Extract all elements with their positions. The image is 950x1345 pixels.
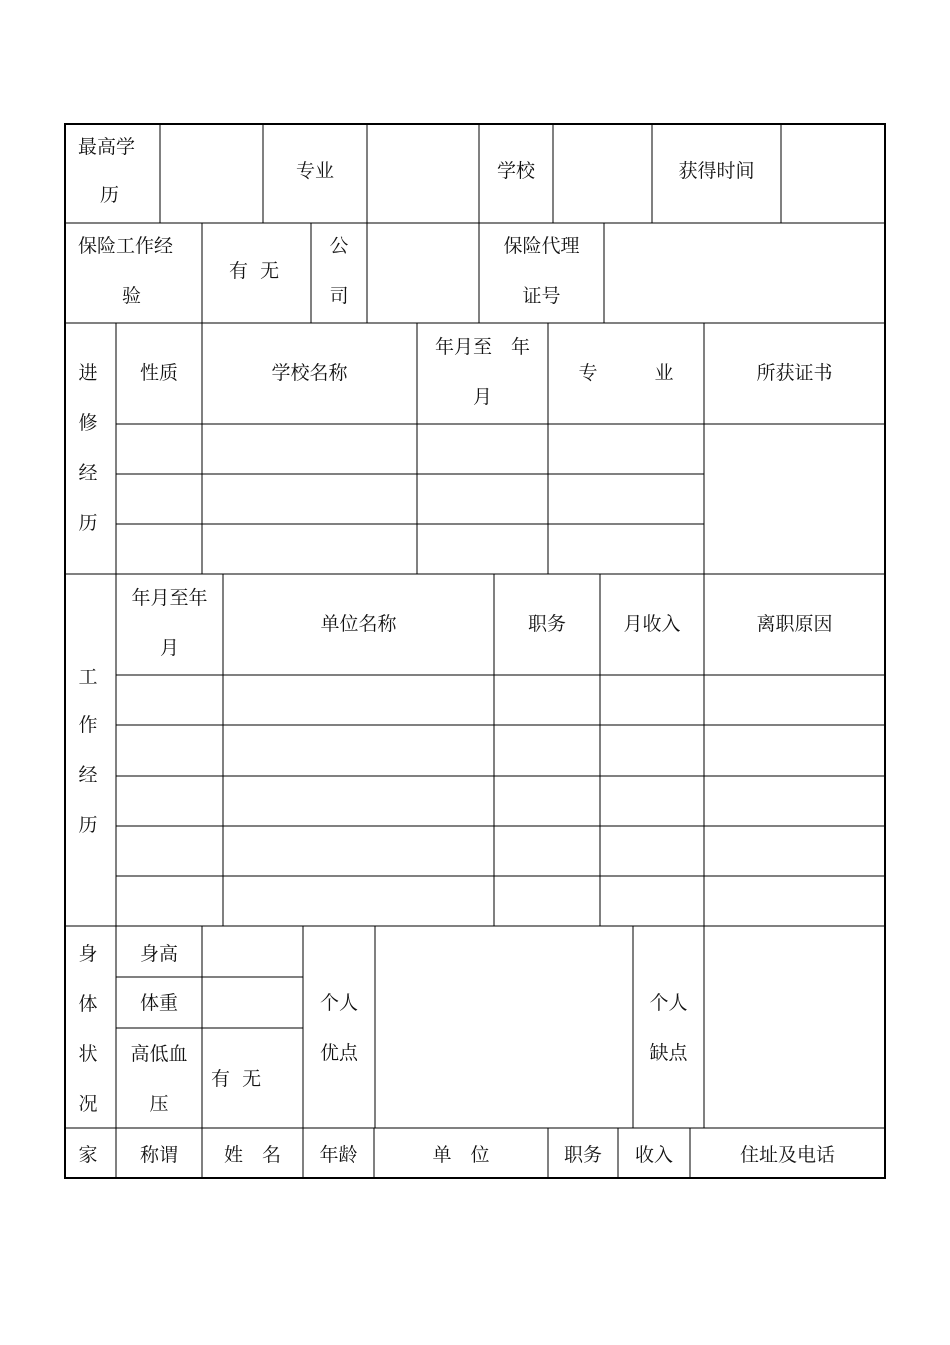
work-position-header: 职务 xyxy=(527,613,566,635)
obtained-time-label: 获得时间 xyxy=(678,160,755,182)
blood-pressure-line1: 高低血 xyxy=(130,1043,188,1065)
strengths-label-line2: 优点 xyxy=(319,1042,358,1064)
insurance-exp-line1: 保险工作经 xyxy=(78,235,174,257)
unit-name-header: 单位名称 xyxy=(320,613,397,635)
leave-reason-header: 离职原因 xyxy=(756,613,833,635)
monthly-income-header: 月收入 xyxy=(623,613,681,635)
training-side-label-3: 经 xyxy=(78,462,98,484)
blood-pressure-line2: 压 xyxy=(149,1093,169,1115)
company-label-line2: 司 xyxy=(329,285,349,307)
training-side-label-1: 进 xyxy=(78,362,98,384)
school-name-header: 学校名称 xyxy=(271,362,348,384)
work-side-label-1: 工 xyxy=(78,666,98,688)
family-unit-header: 单 位 xyxy=(432,1144,490,1166)
family-position-header: 职务 xyxy=(563,1144,602,1166)
agent-cert-line2: 证号 xyxy=(522,285,561,307)
agent-cert-line1: 保险代理 xyxy=(503,235,580,257)
period-header-line2: 月 xyxy=(472,386,492,408)
school-label: 学校 xyxy=(496,160,535,182)
health-side-label-4: 况 xyxy=(78,1093,98,1115)
education-label-line1: 最高学 xyxy=(78,136,136,158)
health-side-label-2: 体 xyxy=(78,993,98,1015)
major-label: 专业 xyxy=(295,160,334,182)
strengths-label-line1: 个人 xyxy=(319,992,358,1014)
training-side-label-4: 历 xyxy=(78,512,98,534)
insurance-yes-no: 有 无 xyxy=(229,260,280,282)
address-phone-header: 住址及电话 xyxy=(739,1144,835,1166)
insurance-exp-line2: 验 xyxy=(122,285,142,307)
training-major-header: 专 业 xyxy=(578,362,674,384)
height-label: 身高 xyxy=(139,943,178,965)
weaknesses-label-line1: 个人 xyxy=(649,992,688,1014)
education-label-line2: 历 xyxy=(100,184,120,206)
family-name-header: 姓 名 xyxy=(223,1144,281,1166)
relation-header: 称谓 xyxy=(139,1144,178,1166)
age-header: 年龄 xyxy=(319,1144,358,1166)
company-label-line1: 公 xyxy=(329,235,349,257)
blood-pressure-yes-no: 有 无 xyxy=(211,1068,262,1090)
work-side-label-2: 作 xyxy=(78,714,98,736)
work-side-label-4: 历 xyxy=(78,814,98,836)
work-period-header-line1: 年月至年 xyxy=(131,587,208,609)
family-income-header: 收入 xyxy=(634,1144,673,1166)
nature-header: 性质 xyxy=(139,362,178,384)
health-side-label-1: 身 xyxy=(78,943,98,965)
period-header-line1: 年月至 年 xyxy=(434,336,530,358)
work-period-header-line2: 月 xyxy=(159,637,179,659)
training-side-label-2: 修 xyxy=(78,412,98,434)
health-side-label-3: 状 xyxy=(78,1043,98,1065)
certificate-header: 所获证书 xyxy=(756,362,833,384)
work-side-label-3: 经 xyxy=(78,764,98,786)
weight-label: 体重 xyxy=(139,992,178,1014)
weaknesses-label-line2: 缺点 xyxy=(649,1042,688,1064)
family-side-label: 家 xyxy=(78,1144,98,1166)
